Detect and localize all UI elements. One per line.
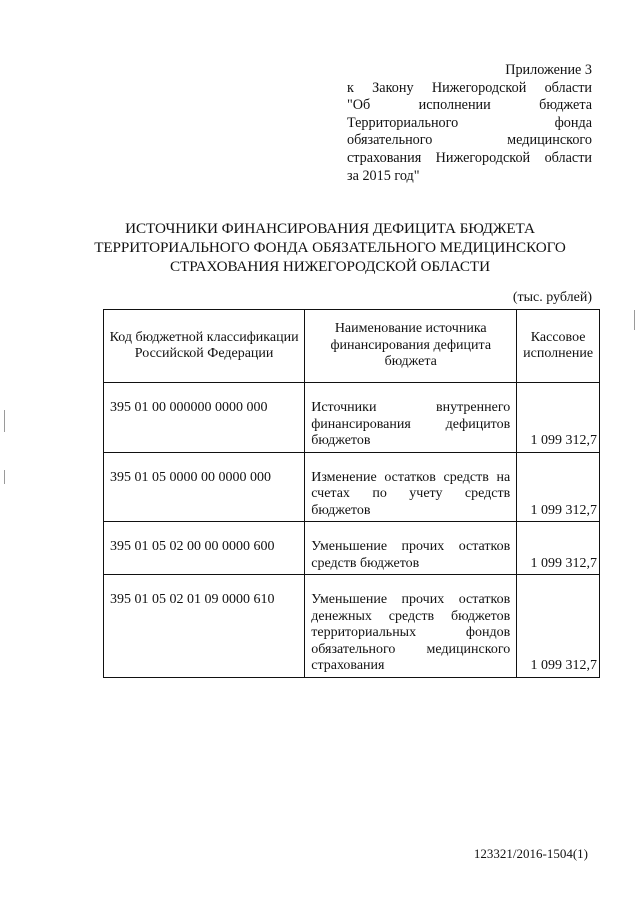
- appendix-line: страхования Нижегородской области: [347, 149, 592, 166]
- scan-edge-mark: [4, 410, 5, 432]
- cell-code: 395 01 00 000000 0000 000: [104, 383, 305, 453]
- header-name: Наименование источника финансирования дефицита бюджета: [305, 310, 517, 383]
- cell-amount: 1 099 312,7: [517, 452, 600, 522]
- appendix-block: [347, 62, 592, 185]
- cell-name: Изменение остатков средств на счетах по учету средств бюджетов: [305, 452, 517, 522]
- scan-edge-mark: [4, 470, 5, 484]
- cell-code: 395 01 05 02 00 00 0000 600: [104, 522, 305, 575]
- cell-name: Уменьшение прочих остатков денежных средств бюджетов территориальных фондов обязательного медицинского страхования: [305, 575, 517, 678]
- sources-table: [103, 309, 600, 678]
- cell-name: Источники внутреннего финансирования дефицитов бюджетов: [305, 383, 517, 453]
- appendix-line: "Об исполнении бюджета: [347, 97, 592, 114]
- table-row: [104, 452, 600, 522]
- header-amount: Кассовое исполнение: [517, 310, 600, 383]
- title-line-1: ИСТОЧНИКИ ФИНАНСИРОВАНИЯ ДЕФИЦИТА БЮДЖЕТА: [125, 220, 535, 237]
- cell-amount: 1 099 312,7: [517, 575, 600, 678]
- title-line-2: ТЕРРИТОРИАЛЬНОГО ФОНДА ОБЯЗАТЕЛЬНОГО МЕДИЦИНСКОГО: [94, 239, 566, 256]
- table-header-row: [104, 310, 600, 383]
- table-row: [104, 383, 600, 453]
- title-line-3: СТРАХОВАНИЯ НИЖЕГОРОДСКОЙ ОБЛАСТИ: [170, 258, 490, 275]
- cell-amount: 1 099 312,7: [517, 383, 600, 453]
- table-row: [104, 575, 600, 678]
- registration-number: 123321/2016-1504(1): [473, 846, 588, 861]
- table-row: [104, 522, 600, 575]
- appendix-line: Приложение 3: [505, 62, 592, 78]
- appendix-line: обязательного медицинского: [347, 132, 592, 149]
- document-title: [90, 219, 570, 276]
- header-code: Код бюджетной классификации Российской Федерации: [104, 310, 305, 383]
- appendix-line: к Закону Нижегородской области: [347, 79, 592, 96]
- units-note: (тыс. рублей): [512, 290, 592, 305]
- cell-name: Уменьшение прочих остатков средств бюджетов: [305, 522, 517, 575]
- cell-amount: 1 099 312,7: [517, 522, 600, 575]
- scan-edge-mark: [634, 310, 635, 330]
- cell-code: 395 01 05 02 01 09 0000 610: [104, 575, 305, 678]
- cell-code: 395 01 05 0000 00 0000 000: [104, 452, 305, 522]
- appendix-line: Территориального фонда: [347, 114, 592, 131]
- appendix-line: за 2015 год": [347, 167, 420, 184]
